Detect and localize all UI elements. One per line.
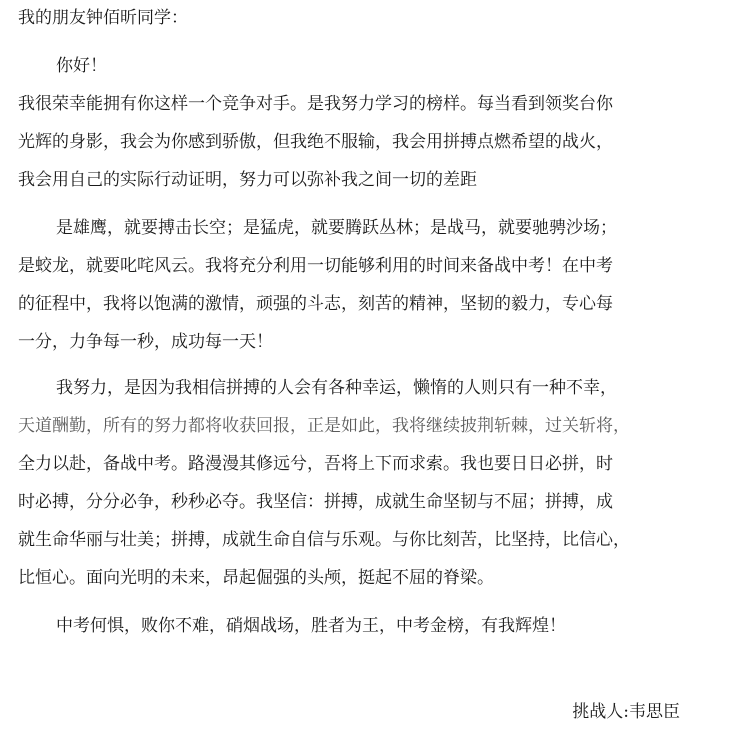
greeting: 你好！	[56, 56, 107, 76]
paragraph-line: 一分，力争每一秒，成功每一天！	[18, 332, 273, 352]
paragraph-line: 是雄鹰，就要搏击长空；是猛虎，就要腾跃丛林；是战马，就要驰骋沙场；	[56, 218, 617, 238]
salutation: 我的朋友钟佰昕同学：	[18, 8, 188, 28]
paragraph-line: 就生命华丽与壮美；拼搏，成就生命自信与乐观。与你比刻苦，比坚持，比信心，	[18, 530, 630, 550]
paragraph-line: 我努力，是因为我相信拼搏的人会有各种幸运，懒惰的人则只有一种不幸，	[56, 378, 617, 398]
paragraph-line: 天道酬勤，所有的努力都将收获回报，正是如此，我将继续披荆斩棘，过关斩将，	[18, 416, 630, 436]
paragraph-line: 中考何惧，败你不难，硝烟战场，胜者为王，中考金榜，有我辉煌！	[56, 616, 566, 636]
paragraph-line: 比恒心。面向光明的未来，昂起倔强的头颅，挺起不屈的脊梁。	[18, 568, 494, 588]
paragraph-line: 是蛟龙，就要叱咤风云。我将充分利用一切能够利用的时间来备战中考！在中考	[18, 256, 613, 276]
paragraph-line: 时必搏，分分必争，秒秒必夺。我坚信：拼搏，成就生命坚韧与不屈；拼搏，成	[18, 492, 613, 512]
paragraph-line: 我很荣幸能拥有你这样一个竞争对手。是我努力学习的榜样。每当看到领奖台你	[18, 94, 613, 114]
paragraph-line: 光辉的身影，我会为你感到骄傲，但我绝不服输，我会用拼搏点燃希望的战火，	[18, 132, 613, 152]
signature: 挑战人:韦思臣	[572, 702, 680, 722]
paragraph-line: 的征程中，我将以饱满的激情，顽强的斗志，刻苦的精神，坚韧的毅力，专心每	[18, 294, 613, 314]
paragraph-line: 我会用自己的实际行动证明，努力可以弥补我之间一切的差距	[18, 170, 477, 190]
paragraph-line: 全力以赴，备战中考。路漫漫其修远兮，吾将上下而求索。我也要日日必拼，时	[18, 454, 613, 474]
